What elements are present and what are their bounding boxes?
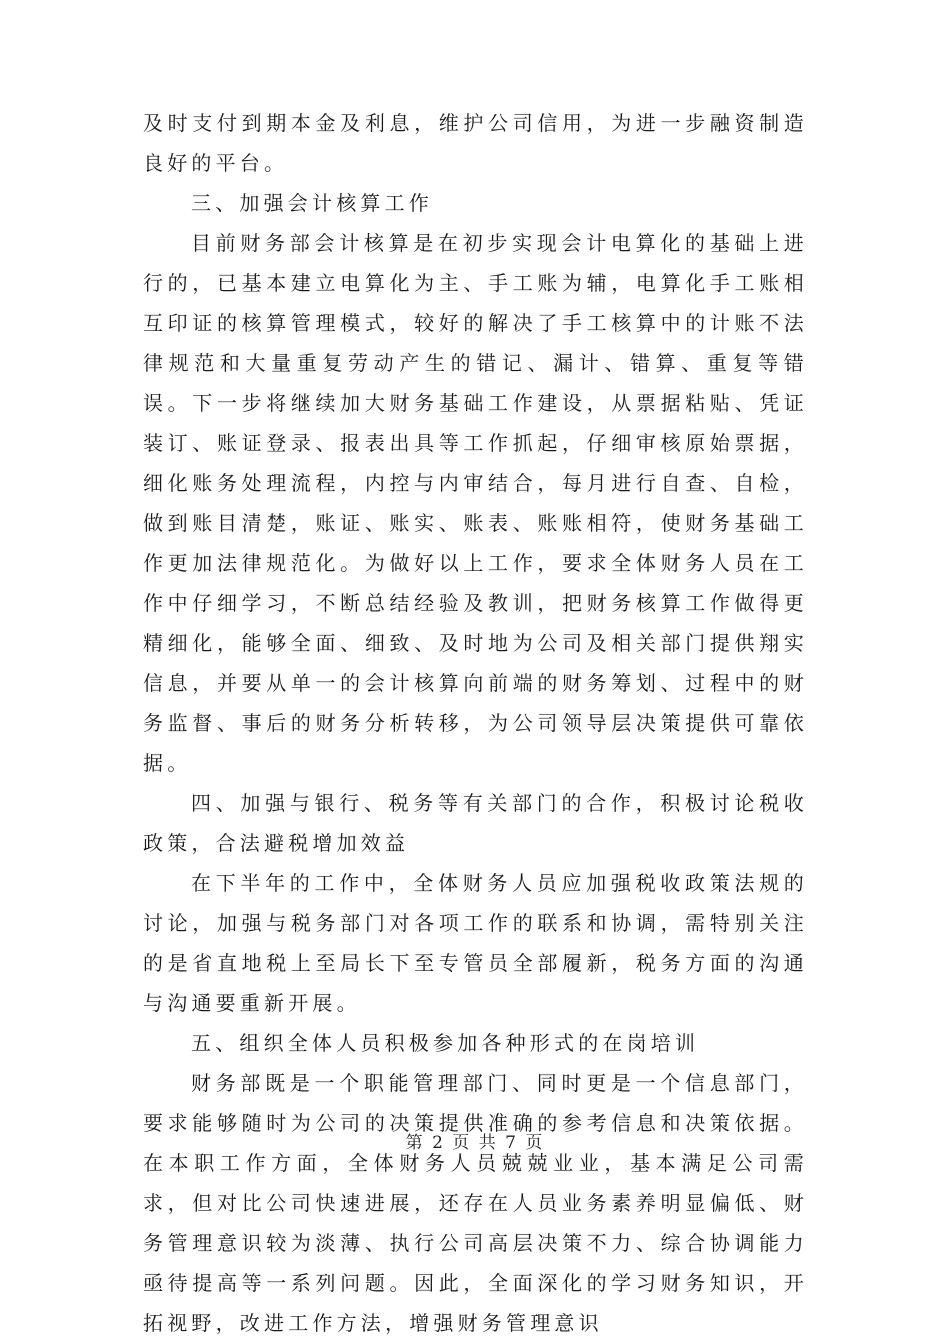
page-number-footer: 第 2 页 共 7 页 — [405, 1133, 545, 1153]
paragraph-section-3: 目前财务部会计核算是在初步实现会计电算化的基础上进行的，已基本建立电算化为主、手工账为辅，电算化手工账相互印证的核算管理模式，较好的解决了手工核算中的计账不法律规范和大量重复劳动产生的错记、漏计、错算、重复等错误。下一步将继续加大财务基础工作建设，从票据粘贴、凭证装订、账证登录、报表出具等工作抓起，仔细审核原始票据，细化账务处理流程，内控与内审结合，每月进行自查、自检，做到账目清楚，账证、账实、账表、账账相符，使财务基础工作更加法律规范化。为做好以上工作，要求全体财务人员在工作中仔细学习，不断总结经验及教训，把财务核算工作做得更精细化，能够全面、细致、及时地为公司及相关部门提供翔实信息，并要从单一的会计核算向前端的财务筹划、过程中的财务监督、事后的财务分析转移，为公司领导层决策提供可靠依据。 — [143, 231, 808, 775]
section-heading-4: 四、加强与银行、税务等有关部门的合作，积极讨论税收政策，合法避税增加效益 — [143, 791, 808, 855]
paragraph-continuation: 及时支付到期本金及利息，维护公司信用，为进一步融资制造良好的平台。 — [143, 111, 808, 175]
document-body — [143, 103, 808, 1343]
paragraph-section-5: 财务部既是一个职能管理部门、同时更是一个信息部门，要求能够随时为公司的决策提供准确的参考信息和决策依据。在本职工作方面，全体财务人员兢兢业业，基本满足公司需求，但对比公司快速进展，还存在人员业务素养明显偏低、财务管理意识较为淡薄、执行公司高层决策不力、综合协调能力亟待提高等一系列问题。因此，全面深化的学习财务知识，开拓视野，改进工作方法，增强财务管理意识 — [143, 1071, 808, 1335]
section-heading-3: 三、加强会计核算工作 — [191, 191, 433, 215]
section-heading-5: 五、组织全体人员积极参加各种形式的在岗培训 — [191, 1031, 700, 1055]
paragraph-section-4: 在下半年的工作中，全体财务人员应加强税收政策法规的讨论，加强与税务部门对各项工作的联系和协调，需特别关注的是省直地税上至局长下至专管员全部履新，税务方面的沟通与沟通要重新开展。 — [143, 871, 808, 1015]
